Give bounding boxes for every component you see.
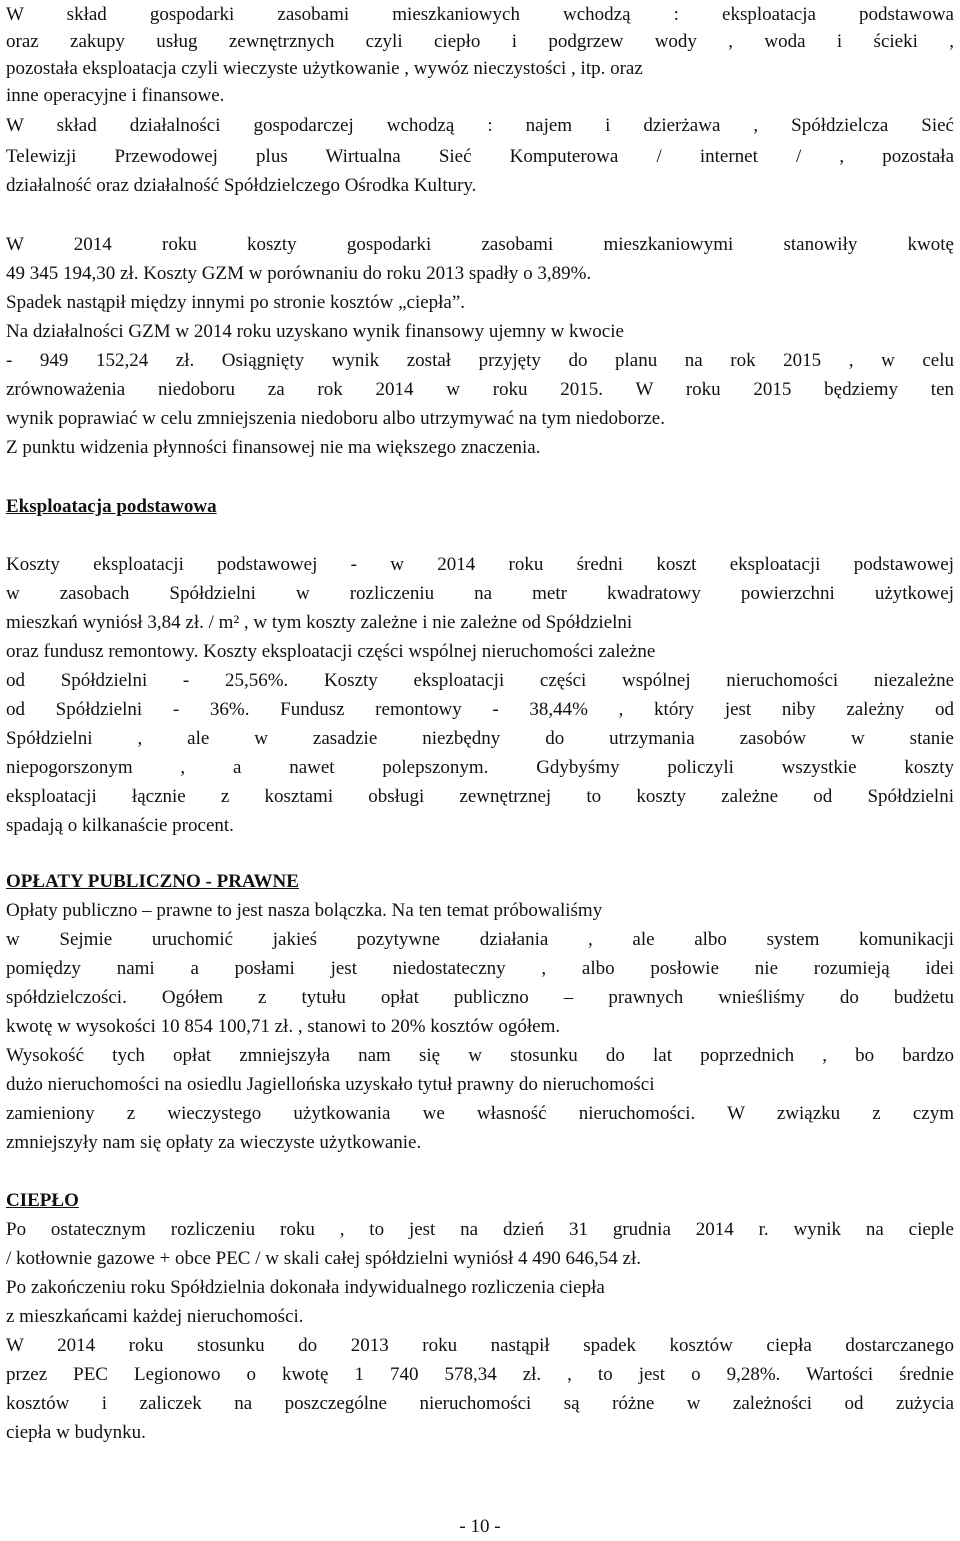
text-line: spółdzielczości. Ogółem z tytułu opłat publiczno – prawnych wnieśliśmy do budżetu — [6, 987, 954, 1008]
text-line: Po zakończeniu roku Spółdzielnia dokonała indywidualnego rozliczenia ciepła — [6, 1277, 605, 1298]
text-line: zrównoważenia niedoboru za rok 2014 w roku 2015. W roku 2015 będziemy ten — [6, 379, 954, 400]
text-line: mieszkań wyniósł 3,84 zł. / m² , w tym koszty zależne i nie zależne od Spółdzielni — [6, 612, 633, 633]
text-line: W skład gospodarki zasobami mieszkaniowych wchodzą : eksploatacja podstawowa — [6, 4, 954, 25]
section-heading-eksploatacja: Eksploatacja podstawowa — [6, 496, 217, 517]
text-line: oraz zakupy usług zewnętrznych czyli ciepło i podgrzew wody , woda i ścieki , — [6, 31, 954, 52]
text-line: Na działalności GZM w 2014 roku uzyskano wynik finansowy ujemny w kwocie — [6, 321, 624, 342]
text-line: zamieniony z wieczystego użytkowania we własność nieruchomości. W związku z czym — [6, 1103, 954, 1124]
text-line: w Sejmie uruchomić jakieś pozytywne działania , ale albo system komunikacji — [6, 929, 954, 950]
text-line: niepogorszonym , a nawet polepszonym. Gdybyśmy policzyli wszystkie koszty — [6, 757, 954, 778]
text-line: 49 345 194,30 zł. Koszty GZM w porównaniu do roku 2013 spadły o 3,89%. — [6, 263, 592, 284]
text-line: od Spółdzielni - 25,56%. Koszty eksploatacji części wspólnej nieruchomości niezależne — [6, 670, 954, 691]
text-line: kwotę w wysokości 10 854 100,71 zł. , stanowi to 20% kosztów ogółem. — [6, 1016, 561, 1037]
section-heading-oplaty: OPŁATY PUBLICZNO - PRAWNE — [6, 871, 299, 892]
text-line: działalność oraz działalność Spółdzielczego Ośrodka Kultury. — [6, 175, 477, 196]
text-line: dużo nieruchomości na osiedlu Jagiellońska uzyskało tytuł prawny do nieruchomości — [6, 1074, 655, 1095]
text-line: eksploatacji łącznie z kosztami obsługi zewnętrznej to koszty zależne od Spółdzielni — [6, 786, 954, 807]
text-line: Z punktu widzenia płynności finansowej nie ma większego znaczenia. — [6, 437, 541, 458]
text-line: kosztów i zaliczek na poszczególne nieruchomości są różne w zależności od zużycia — [6, 1393, 954, 1414]
text-line: w zasobach Spółdzielni w rozliczeniu na metr kwadratowy powierzchni użytkowej — [6, 583, 954, 604]
text-line: Spółdzielni , ale w zasadzie niezbędny do utrzymania zasobów w stanie — [6, 728, 954, 749]
text-line: ciepła w budynku. — [6, 1422, 146, 1443]
text-line: / kotłownie gazowe + obce PEC / w skali całej spółdzielni wyniósł 4 490 646,54 zł. — [6, 1248, 641, 1269]
text-line: Koszty eksploatacji podstawowej - w 2014 roku średni koszt eksploatacji podstawowej — [6, 554, 954, 575]
text-line: Wysokość tych opłat zmniejszyła nam się w stosunku do lat poprzednich , bo bardzo — [6, 1045, 954, 1066]
text-line: przez PEC Legionowo o kwotę 1 740 578,34 zł. , to jest o 9,28%. Wartości średnie — [6, 1364, 954, 1385]
text-line: Po ostatecznym rozliczeniu roku , to jest na dzień 31 grudnia 2014 r. wynik na cieple — [6, 1219, 954, 1240]
text-line: Spadek nastąpił między innymi po stronie kosztów „ciepła”. — [6, 292, 466, 313]
text-line: Telewizji Przewodowej plus Wirtualna Sieć Komputerowa / internet / , pozostała — [6, 146, 954, 167]
text-line: Opłaty publiczno – prawne to jest nasza bolączka. Na ten temat próbowaliśmy — [6, 900, 603, 921]
text-line: z mieszkańcami każdej nieruchomości. — [6, 1306, 304, 1327]
section-heading-cieplo: CIEPŁO — [6, 1190, 79, 1211]
page-number: - 10 - — [459, 1516, 501, 1537]
text-line: oraz fundusz remontowy. Koszty eksploatacji części wspólnej nieruchomości zależne — [6, 641, 656, 662]
text-line: W skład działalności gospodarczej wchodzą : najem i dzierżawa , Spółdzielcza Sieć — [6, 115, 954, 136]
text-line: wynik poprawiać w celu zmniejszenia niedoboru albo utrzymywać na tym niedoborze. — [6, 408, 665, 429]
text-line: W 2014 roku koszty gospodarki zasobami mieszkaniowymi stanowiły kwotę — [6, 234, 954, 255]
text-line: pomiędzy nami a posłami jest niedostateczny , albo posłowie nie rozumieją idei — [6, 958, 954, 979]
text-line: pozostała eksploatacja czyli wieczyste użytkowanie , wywóz nieczystości , itp. oraz — [6, 58, 643, 79]
text-line: - 949 152,24 zł. Osiągnięty wynik został przyjęty do planu na rok 2015 , w celu — [6, 350, 954, 371]
text-line: od Spółdzielni - 36%. Fundusz remontowy - 38,44% , który jest niby zależny od — [6, 699, 954, 720]
text-line: inne operacyjne i finansowe. — [6, 85, 225, 106]
text-line: zmniejszyły nam się opłaty za wieczyste użytkowanie. — [6, 1132, 422, 1153]
text-line: W 2014 roku stosunku do 2013 roku nastąpił spadek kosztów ciepła dostarczanego — [6, 1335, 954, 1356]
document-page — [6, 0, 954, 1537]
text-line: spadają o kilkanaście procent. — [6, 815, 234, 836]
